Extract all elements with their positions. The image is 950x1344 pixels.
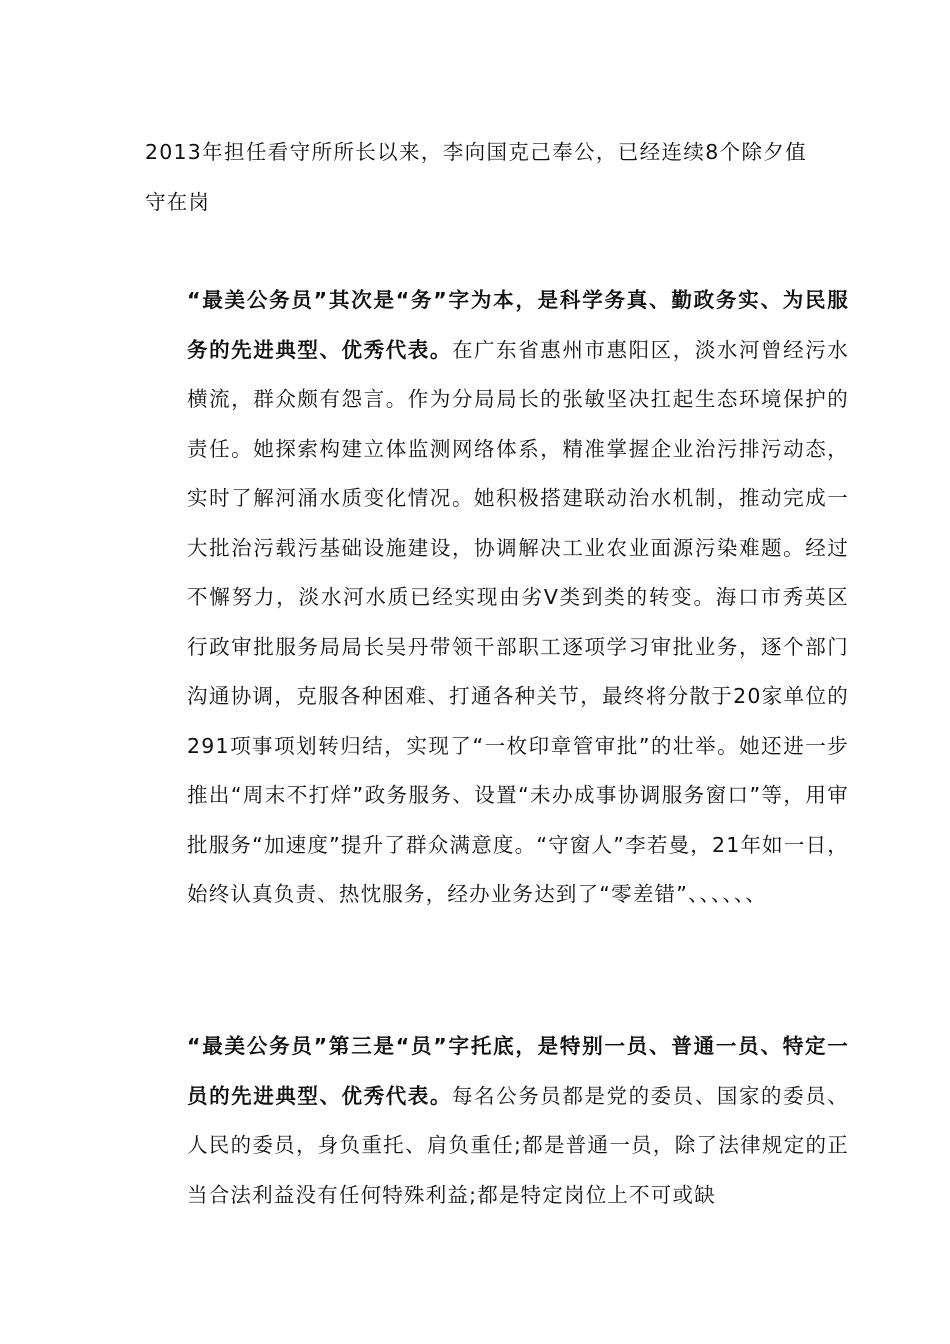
paragraph-3-bold-lead: “最美公务员”第三是“员”字托底，是特别一员、普通一员、特定一员的先进典型、优秀代表。 (187, 1034, 849, 1108)
paragraph-2-bold-lead: “最美公务员”其次是“务”字为本，是科学务真、勤政务实、为民服务的先进典型、优秀代表。 (187, 288, 849, 362)
paragraph-2 (145, 276, 849, 920)
paragraph-1-text: 2013年担任看守所所长以来，李向国克己奉公，已经连续8个除夕值守在岗 (145, 140, 807, 214)
paragraph-3-text: 每名公务员都是党的委员、国家的委员、人民的委员，身负重托、肩负重任;都是普通一员，除了法律规定的正当合法利益没有任何特殊利益;都是特定岗位上不可或缺 (187, 1083, 849, 1207)
paragraph-1 (145, 128, 807, 227)
paragraph-3 (145, 1022, 849, 1220)
paragraph-2-text: 在广东省惠州市惠阳区，淡水河曾经污水横流，群众颇有怨言。作为分局局长的张敏坚决扛起生态环境保护的责任。她探索构建立体监测网络体系，精准掌握企业治污排污动态，实时了解河涌水质变化情况。她积极搭建联动治水机制，推动完成一大批治污载污基础设施建设，协调解决工业农业面源污染难题。经过不懈努力，淡水河水质已经实现由劣V类到类的转变。海口市秀英区行政审批服务局局长吴丹带领干部职工逐项学习审批业务，逐个部门沟通协调，克服各种困难、打通各种关节，最终将分散于20家单位的291项事项划转归结，实现了“一枚印章管审批”的壮举。她还进一步推出“周末不打烊”政务服务、设置“未办成事协调服务窗口”等，用审批服务“加速度”提升了群众满意度。“守窗人”李若曼，21年如一日，始终认真负责、热忱服务，经办业务达到了“零差错”、、、、、、 (187, 337, 849, 906)
